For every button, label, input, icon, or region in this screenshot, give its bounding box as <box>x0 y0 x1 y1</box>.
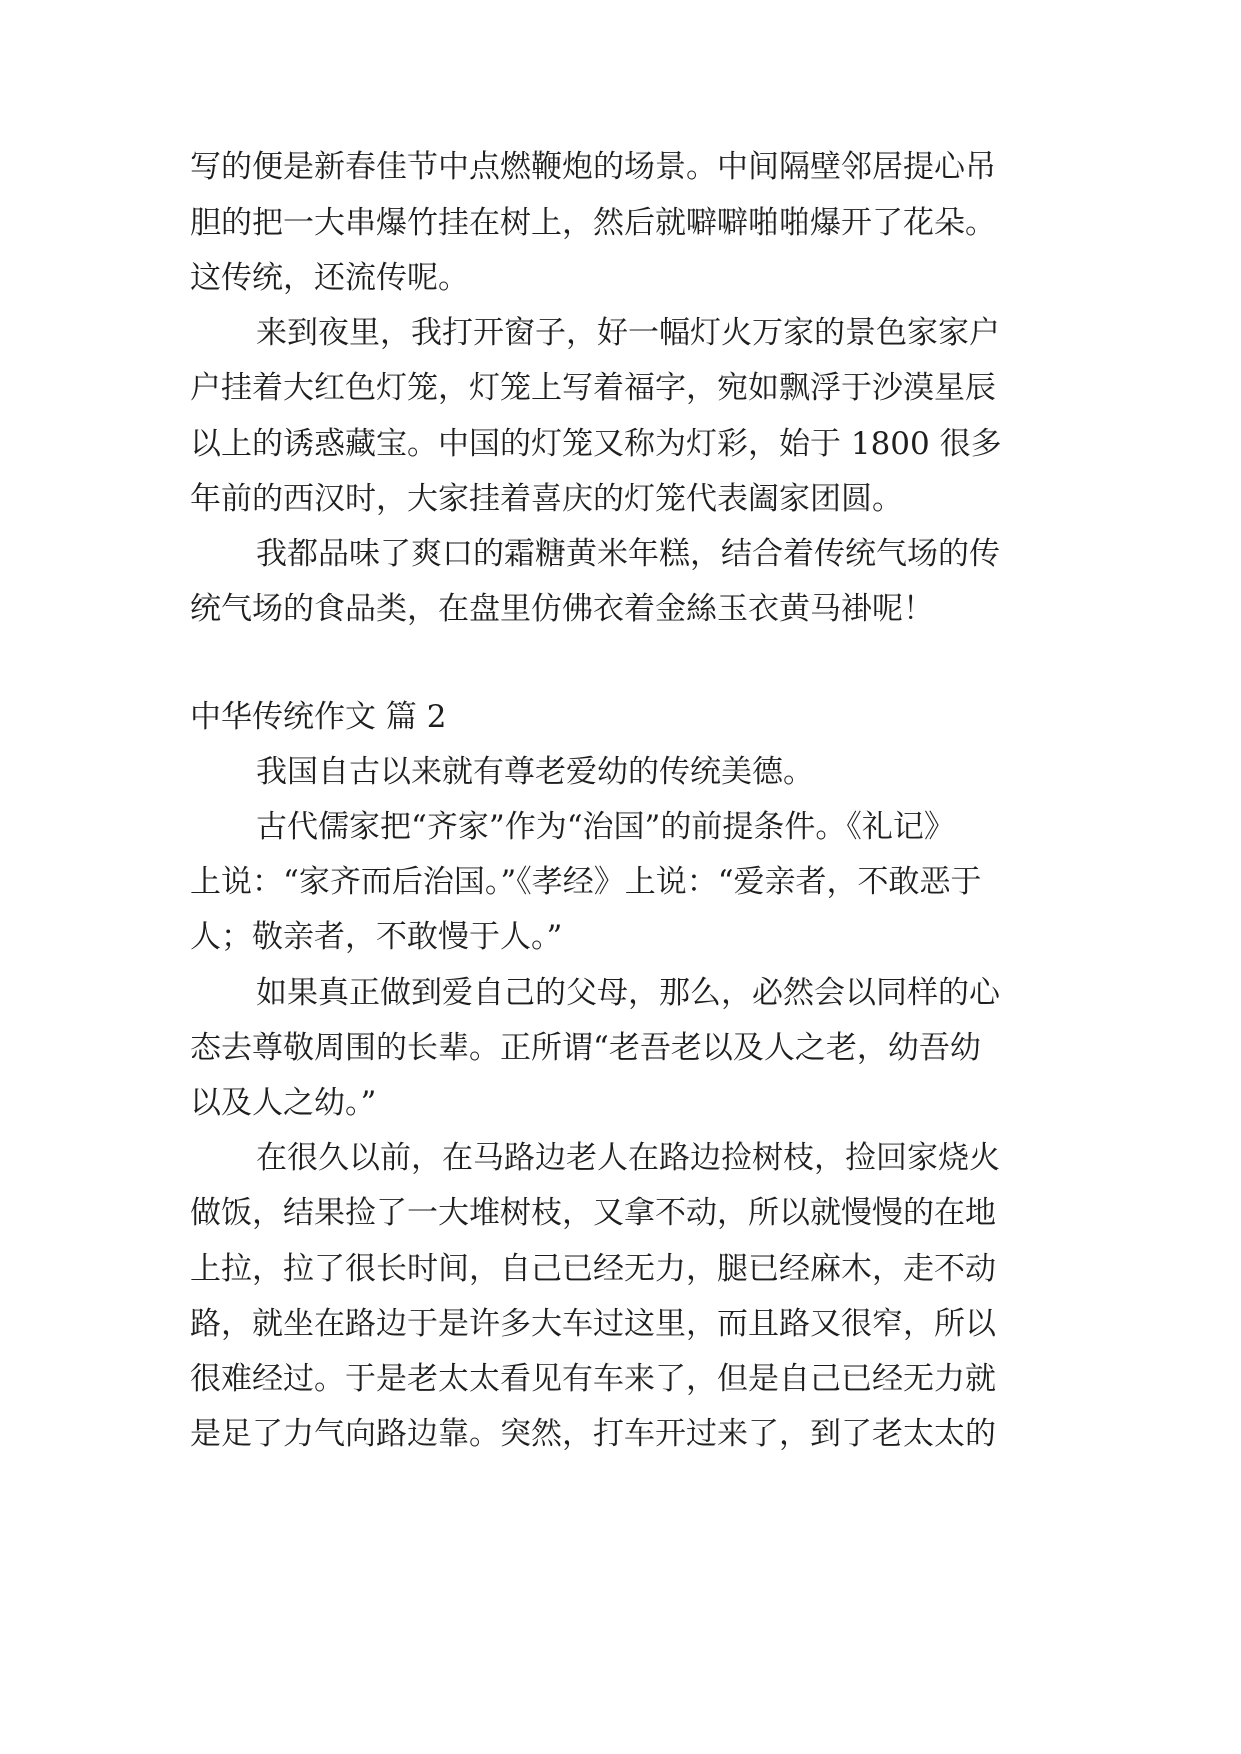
text-line: 以上的诱惑藏宝。中国的灯笼又称为灯彩，始于 1800 很多 <box>190 426 1002 462</box>
text-line: 古代儒家把“齐家”作为“治国”的前提条件。《礼记》 <box>256 809 955 845</box>
text-line: 路，就坐在路边于是许多大车过这里，而且路又很窄，所以 <box>190 1306 996 1342</box>
text-line: 态去尊敬周围的长辈。正所谓“老吾老以及人之老，幼吾幼 <box>190 1030 981 1066</box>
heading-text: 中华传统作文 篇 2 <box>190 699 447 735</box>
text-line: 以及人之幼。” <box>190 1085 377 1121</box>
text-line: 是足了力气向路边靠。突然，打车开过来了，到了老太太的 <box>190 1416 996 1452</box>
text-line: 这传统，还流传呢。 <box>190 260 469 296</box>
text-line: 来到夜里，我打开窗子，好一幅灯火万家的景色家家户 <box>256 315 1000 351</box>
text-line: 上说：“家齐而后治国。”《孝经》上说：“爱亲者，不敢恶于 <box>190 864 982 900</box>
text-line: 做饭，结果捡了一大堆树枝，又拿不动，所以就慢慢的在地 <box>190 1195 996 1231</box>
text-line: 写的便是新春佳节中点燃鞭炮的场景。中间隔壁邻居提心吊 <box>190 149 996 185</box>
text-line: 我都品味了爽口的霜糖黄米年糕，结合着传统气场的传 <box>256 536 1000 572</box>
text-line: 如果真正做到爱自己的父母，那么，必然会以同样的心 <box>256 975 1000 1011</box>
text-line: 户挂着大红色灯笼，灯笼上写着福字，宛如飘浮于沙漠星辰 <box>190 370 996 406</box>
text-line: 统气场的食品类，在盘里仿佛衣着金絲玉衣黄马褂呢！ <box>190 591 934 627</box>
text-line: 胆的把一大串爆竹挂在树上，然后就噼噼啪啪爆开了花朵。 <box>190 205 996 241</box>
text-line: 年前的西汉时，大家挂着喜庆的灯笼代表阖家团圆。 <box>190 481 903 517</box>
text-line: 很难经过。于是老太太看见有车来了，但是自己已经无力就 <box>190 1361 996 1397</box>
text-line: 人；敬亲者，不敢慢于人。” <box>190 919 563 955</box>
text-line: 上拉，拉了很长时间，自己已经无力，腿已经麻木，走不动 <box>190 1251 996 1287</box>
text-line: 在很久以前，在马路边老人在路边捡树枝，捡回家烧火 <box>256 1140 1000 1176</box>
text-line: 我国自古以来就有尊老爱幼的传统美德。 <box>256 754 814 790</box>
